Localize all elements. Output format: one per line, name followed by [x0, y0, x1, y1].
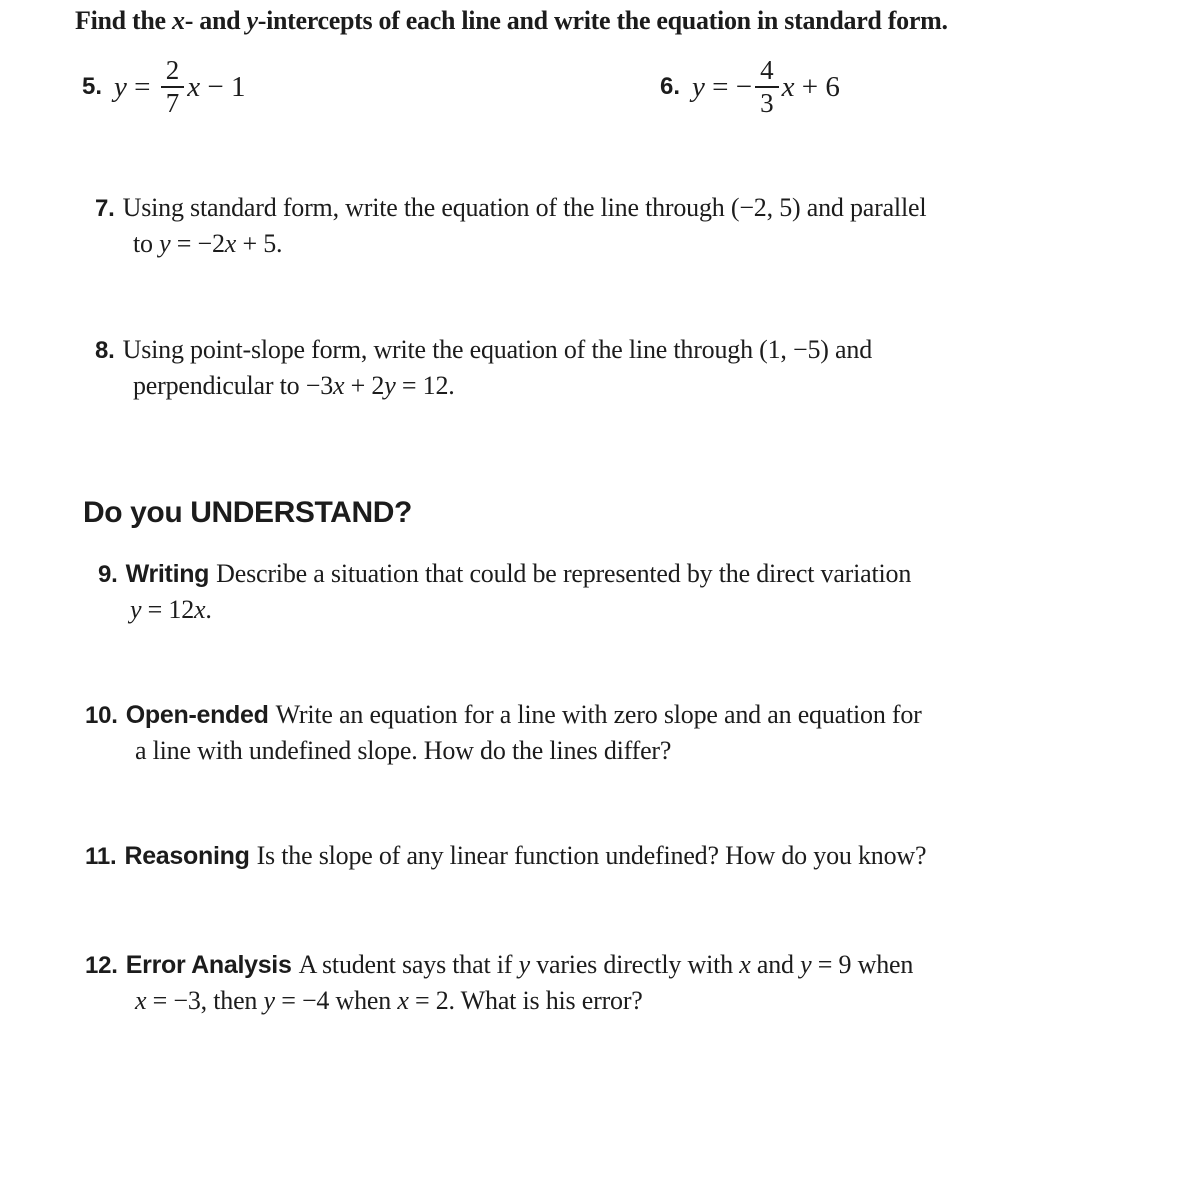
problem-8-line-2: [95, 368, 872, 403]
problem-12-line-1: [85, 950, 913, 979]
problem-9-line-2: [98, 592, 911, 627]
problem-7-text: = −2: [170, 229, 225, 258]
problem-12-text: A student says that if: [298, 950, 519, 979]
problem-12-text: = −3, then: [146, 986, 264, 1015]
variable-y: y: [159, 229, 171, 258]
problem-10-number: 10.: [85, 702, 118, 729]
problem-7-line-2: [95, 226, 926, 261]
problem-7-text: + 5.: [236, 229, 283, 258]
problem-12-number: 12.: [85, 952, 118, 979]
equals-sign: =: [704, 70, 736, 103]
problem-10: [85, 697, 922, 768]
problem-7: [95, 190, 926, 261]
variable-x: x: [135, 986, 147, 1015]
variable-x: x: [187, 70, 201, 103]
problem-7-text: to: [133, 229, 160, 258]
problem-5-equation: [114, 56, 245, 118]
problem-6: [660, 46, 840, 128]
equation-tail: + 6: [794, 70, 840, 103]
problem-6-number: 6.: [660, 73, 681, 100]
problem-11-text: Is the slope of any linear function undefined? How do you know?: [256, 841, 927, 870]
equals-sign: =: [126, 70, 158, 103]
problem-12-text: = 9 when: [811, 950, 914, 979]
problem-10-keyword: Open-ended: [125, 701, 269, 729]
problem-11-line-1: [85, 841, 926, 870]
problem-9-text: = 12: [141, 595, 195, 624]
variable-x: x: [739, 950, 751, 979]
problem-5-number: 5.: [82, 73, 103, 100]
instruction-text: Find the: [75, 6, 172, 35]
problem-8: [95, 332, 872, 403]
problem-6-equation: [692, 56, 840, 118]
problem-12-text: varies directly with: [529, 950, 740, 979]
problem-9: [98, 556, 911, 627]
fraction-numerator: 2: [161, 56, 185, 88]
problem-9-text: .: [205, 595, 212, 624]
problem-12-keyword: Error Analysis: [125, 951, 292, 979]
fraction-denominator: 7: [165, 88, 180, 118]
variable-y: y: [518, 950, 530, 979]
problem-11-number: 11.: [85, 843, 117, 870]
variable-x: x: [224, 229, 237, 258]
fraction-numerator: 4: [755, 56, 779, 88]
problem-10-text: Write an equation for a line with zero slope and an equation for: [275, 700, 922, 729]
problem-11: [85, 838, 926, 874]
problem-12-line-2: [85, 983, 913, 1018]
problem-12-text: = 2. What is his error?: [408, 986, 643, 1015]
minus-sign: −: [735, 70, 753, 103]
problem-8-text: + 2: [344, 371, 385, 400]
problem-9-keyword: Writing: [125, 560, 210, 588]
problem-7-number: 7.: [95, 195, 115, 222]
problem-8-text: = 12.: [395, 371, 455, 400]
variable-x: x: [194, 595, 206, 624]
problem-12-text: = −4 when: [274, 986, 398, 1015]
problem-11-keyword: Reasoning: [124, 842, 250, 870]
instruction-text: - and: [184, 6, 247, 35]
problem-7-line-1: [95, 193, 926, 222]
problem-8-text: perpendicular to −3: [133, 371, 334, 400]
instruction-heading: [75, 6, 948, 36]
variable-y: y: [130, 595, 142, 624]
instruction-text: -intercepts of each line and write the equation in standard form.: [257, 6, 948, 35]
problem-8-line-1: [95, 335, 872, 364]
problem-8-text: Using point-slope form, write the equation of the line through (1, −5) and: [122, 335, 872, 364]
variable-y: y: [263, 986, 275, 1015]
equation-tail: − 1: [200, 70, 246, 103]
problem-12-text: and: [750, 950, 801, 979]
problem-8-number: 8.: [95, 337, 115, 364]
variable-x: x: [333, 371, 345, 400]
variable-x: x: [397, 986, 409, 1015]
problem-9-line-1: [98, 559, 911, 588]
problem-12: [85, 947, 913, 1018]
variable-y: y: [384, 371, 396, 400]
problem-9-text: Describe a situation that could be represented by the direct variation: [216, 559, 912, 588]
fraction-denominator: 3: [760, 88, 774, 118]
variable-y: y: [692, 70, 705, 103]
variable-y: y: [800, 950, 812, 979]
problem-7-text: Using standard form, write the equation of the line through (−2, 5) and parallel: [122, 193, 927, 222]
variable-x: x: [781, 70, 795, 103]
fraction-two-sevenths: [161, 56, 185, 118]
problem-10-line-1: [85, 700, 922, 729]
do-you-understand-heading: Do you UNDERSTAND?: [83, 496, 412, 529]
problem-5: [82, 46, 245, 128]
problem-9-number: 9.: [98, 561, 118, 588]
fraction-four-thirds: [755, 56, 779, 118]
variable-y: y: [246, 6, 258, 35]
problem-10-text: a line with undefined slope. How do the lines differ?: [135, 736, 672, 765]
variable-x: x: [171, 6, 185, 35]
problem-10-line-2: [85, 733, 922, 768]
variable-y: y: [114, 70, 127, 103]
